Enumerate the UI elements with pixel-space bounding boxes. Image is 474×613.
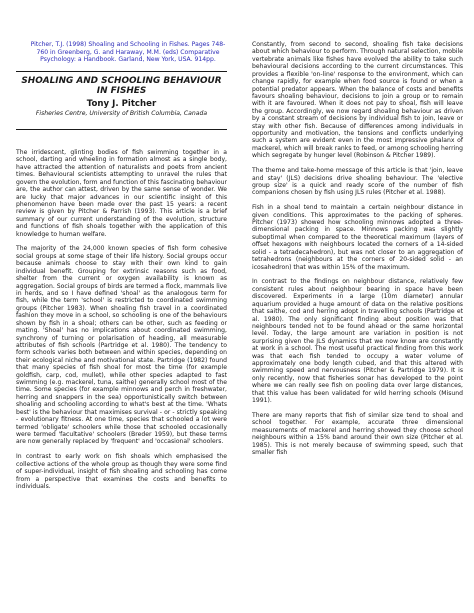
left-column [16,149,227,490]
paragraph: In contrast to early work on fish shoals which emphasised the collective actions of the whole group as though they were some find of super-individual, insight of fish shoaling and schooling has come from a perspective that examines the costs and benefits to individuals. [16,453,227,490]
paragraph: The theme and take-home message of this article is that 'join, leave and stay' (JLS) decisions drive shoaling behaviour. The 'elective group size' is a quick and ready score of the number of fish companions chosen by fish using JLS rules (Pitcher et al. 1988). [252,167,463,197]
title-rule-bottom [16,129,227,130]
right-column [252,41,463,457]
paragraph: There are many reports that fish of similar size tend to shoal and school together. For example, accurate three dimensional measurements of mackerel and herring showed they choose school neighbours within a 15% band around their own size (Pitcher et al. 1985). This is not merely because of swimming speed, such that smaller fish [252,411,463,457]
citation-header: Pitcher, T.J. (1998) Shoaling and Schooling in Fishes. Pages 748-760 in Greenberg, G. and Haraway, M.M. (eds) Comparative Psychology: a Handbook. Garland, New York, USA. 914pp. [30,41,226,64]
paragraph: Fish in a shoal tend to maintain a certain neighbour distance in given conditions. This approximates to the packing of spheres. Pitcher (1973) showed how schooling minnows adopted a three-dimensional packing in space. Minnows packing was slightly suboptimal when compared to the theoretical maximum (layers of offset hexagons with neighbours located the corners of a 14-sided solid - a tetradecahedron), but was not closer to an aggregation of tetrahedrons (neighbours at the corners of 20-sided solid - an icosahedron) that was within 15% of the maximum. [252,204,463,271]
paragraph: Constantly, from second to second, shoaling fish take decisions about which behaviour to perform. Through natural selection, mobile vertebrate animals like fishes have evolved the ability to take such behavioural decisions according to the current circumstances. This provides a flexible 'on-line' response to the environment, which can change rapidly, for example when food source is found or when a potential predator appears. When the balance of costs and benefits favours shoaling behaviour, decisions to join a group or to remain with it are favoured. When it does not pay to shoal, fish will leave the group. Accordingly, we now regard shoaling behaviour as driven by a constant stream of decisions by individual fish to join, leave or stay with other fish. Because of differences among individuals in opportunity and motivation, the tensions and conflicts underlying such a system are evident even in the most impressive phalanx of mackerel, which will break ranks to feed, or among schooling herring which segregate by hunger level (Robinson & Pitcher 1989). [252,41,463,160]
author-affiliation: Fisheries Centre, University of British Columbia, Canada [35,110,208,117]
article-title: SHOALING AND SCHOOLING BEHAVIOUR IN FISHES [21,76,222,97]
title-rule-top [16,71,227,72]
paragraph: The majority of the 24,000 known species of fish form cohesive social groups at some stage of their life history. Social groups occur because animals choose to stay with their own kind to gain individual benefit. Grouping for extrinsic reasons such as food, shelter from the current or oxygen availability is known as aggregation. Social groups of birds are termed a flock, mammals live in herds, and so I have defined 'shoal' as the analogous term for fish, while the term 'school' is restricted to coordinated swimming groups (Pitcher 1983). When shoaling fish travel in a coordinated fashion they move in a school, so schooling is one of the behaviours shown by fish in a shoal; others can be other, such as feeding or mating. 'Shoal' has no implications about coordinated swimming, synchrony of turning or polarisation of heading, all measurable attributes of fish schools (Partridge et al. 1980). The tendency to form schools varies both between and within species, depending on their ecological niche and motivational state. Partridge (1982) found that many species of fish shoal for most the time (for example goldfish, carp, cod, mullet), while other species adapted to fast swimming (e.g. mackerel, tuna, saithe) generally school most of the time. Some species (for example minnows and perch in freshwater, herring and snappers in the sea) opportunistically switch between shoaling and schooling according to what's best at the time. 'Whats best' is the behaviour that maximises survival - or - strictly speaking - evolutionary fitness. At one time, species that schooled a lot were termed 'obligate' schoolers while those that schooled occasionally were termed 'facultative' schoolers (Breder 1959), but these terms are now generally replaced by 'frequent' and 'occasional' schoolers. [16,245,227,446]
paragraph: The irridescent, glinting bodies of fish swimming together in a school, darting and wheeling in formation almost as a single body, have attracted the attention of naturalists and poets from ancient times. Behavioural scientists attempting to unravel the rules that govern the evolution, form and function of this fascinating behaviour are, the author can attest, driven by the same sense of wonder. We are lucky that major advances in our scientific insight of this phenomenon have been made over the past 15 years: a recent review is given by Pitcher & Parrish (1993). This article is a brief summary of our current understanding of the evolution, structure and functions of fish shoals together with the application of this knowledge to human welfare. [16,149,227,238]
paragraph: In contrast to the findings on neighbour distance, relatively few consistent rules about neighbour bearing in space have been discovered. Experiments in a large (10m diameter) annular aquarium provided a huge amount of data on the relative positions that saithe, cod and herring adopt in travelling schools (Partridge et al. 1980). The only significant finding about position was that neighbours tended not to be found ahead or the same horizontal level. Today, the large amount are variation in position is not surprising given the JLS dynamics that we now know are constantly at work in a school. The most useful practical finding from this work was that each fish tended to occupy a water volume of approximately one body length cubed, and that this altered with swimming speed and nervousness (Pitcher & Partridge 1979). It is only recently, now that fisheries sonar has developed to the point where we can really see fish on pooling data over large distances, that this value has been validated for wild herring schools (Misund 1991). [252,278,463,405]
author-name: Tony J. Pitcher [86,99,157,109]
